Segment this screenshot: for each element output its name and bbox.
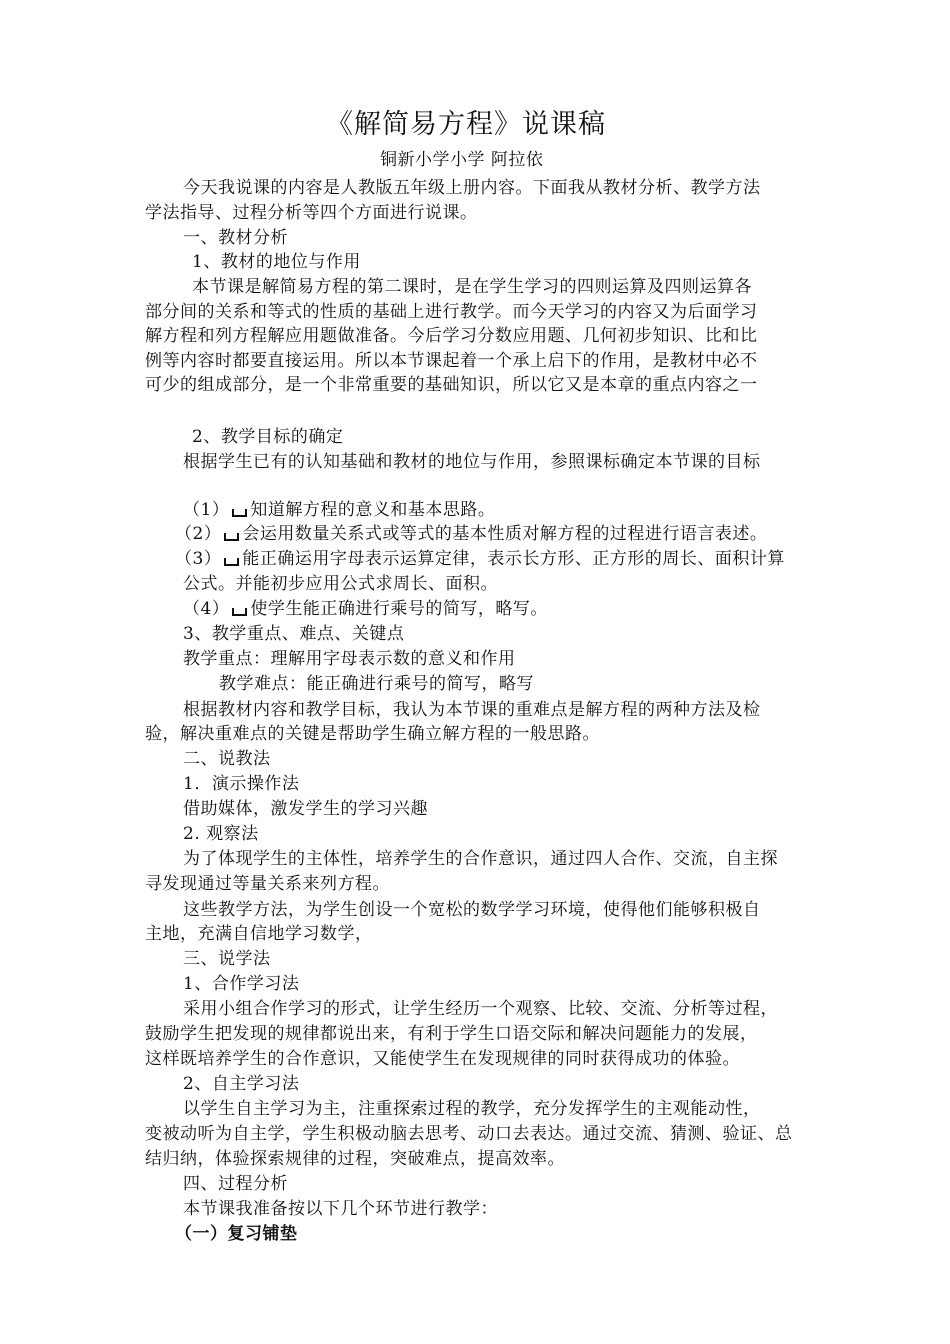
paragraph-line: 本节课是解简易方程的第二课时，是在学生学习的四则运算及四则运算各	[192, 277, 752, 297]
paragraph-line: 根据学生已有的认知基础和教材的地位与作用，参照课标确定本节课的目标	[183, 452, 761, 472]
paragraph-line: 鼓励学生把发现的规律都说出来，有利于学生口语交际和解决问题能力的发展，	[145, 1024, 758, 1044]
section-heading: 一、教材分析	[183, 228, 288, 248]
paragraph-line: 寻发现通过等量关系来列方程。	[145, 874, 390, 894]
goal-item	[175, 547, 785, 571]
paragraph-line: 例等内容时都要直接运用。所以本节课起着一个承上启下的作用，是教材中必不	[145, 351, 758, 371]
goal-item-continuation: 公式。并能初步应用公式求周长、面积。	[183, 574, 498, 594]
subsection-heading: 3、教学重点、难点、关键点	[183, 624, 405, 644]
goal-item	[183, 498, 495, 522]
hard-point: 教学难点：能正确进行乘号的简写，略写	[219, 674, 534, 694]
intro-line: 今天我说课的内容是人教版五年级上册内容。下面我从教材分析、教学方法	[183, 178, 761, 198]
paragraph-line: 主地，充满自信地学习数学，	[145, 924, 373, 944]
paragraph-line: 验，解决重难点的关键是帮助学生确立解方程的一般思路。	[145, 724, 600, 744]
paragraph-line: 以学生自主学习为主，注重探索过程的教学，充分发挥学生的主观能动性，	[183, 1099, 761, 1119]
paragraph-line: 这样既培养学生的合作意识，又能使学生在发现规律的同时获得成功的体验。	[145, 1049, 740, 1069]
section-heading: 四、过程分析	[183, 1174, 288, 1194]
placeholder-mark	[224, 558, 239, 566]
section-heading: 二、说教法	[183, 749, 271, 769]
placeholder-mark	[232, 608, 247, 616]
paragraph-line: 借助媒体，激发学生的学习兴趣	[183, 799, 428, 819]
paragraph-line: 根据教材内容和教学目标，我认为本节课的重难点是解方程的两种方法及检	[183, 700, 761, 720]
goal-item	[183, 597, 548, 621]
placeholder-mark	[224, 533, 239, 541]
section-heading: 三、说学法	[183, 949, 271, 969]
paragraph-line: 解方程和列方程解应用题做准备。今后学习分数应用题、几何初步知识、比和比	[145, 326, 758, 346]
paragraph-line: 采用小组合作学习的形式，让学生经历一个观察、比较、交流、分析等过程，	[183, 999, 778, 1019]
key-point: 教学重点：理解用字母表示数的意义和作用	[183, 649, 516, 669]
subsection-heading: 2、教学目标的确定	[192, 427, 344, 447]
paragraph-line: 本节课我准备按以下几个环节进行教学：	[183, 1199, 498, 1219]
goal-text: 知道解方程的意义和基本思路。	[250, 500, 496, 520]
paragraph-line: 为了体现学生的主体性，培养学生的合作意识，通过四人合作、交流，自主探	[183, 849, 778, 869]
goal-number: （1）	[183, 500, 230, 520]
paragraph-line: 变被动听为自主学，学生积极动脑去思考、动口去表达。通过交流、猜测、验证、总	[145, 1124, 793, 1144]
goal-number: （3）	[175, 549, 222, 569]
goal-text: 会运用数量关系式或等式的基本性质对解方程的过程进行语言表述。	[242, 524, 768, 544]
page-title: 《解简易方程》说课稿	[326, 109, 606, 140]
goal-item	[175, 522, 767, 546]
intro-line: 学法指导、过程分析等四个方面进行说课。	[145, 203, 478, 223]
goal-text: 能正确运用字母表示运算定律，表示长方形、正方形的周长、面积计算	[242, 549, 785, 569]
placeholder-mark	[232, 509, 247, 517]
paragraph-line: 这些教学方法，为学生创设一个宽松的数学学习环境，使得他们能够积极自	[183, 900, 761, 920]
goal-number: （2）	[175, 524, 222, 544]
paragraph-line: 部分间的关系和等式的性质的基础上进行教学。而今天学习的内容又为后面学习	[145, 302, 758, 322]
subsection-heading: 2、自主学习法	[183, 1074, 300, 1094]
goal-text: 使学生能正确进行乘号的简写，略写。	[250, 599, 548, 619]
subsection-heading: 2. 观察法	[183, 824, 259, 844]
goal-number: （4）	[183, 599, 230, 619]
subsection-heading: 1、教材的地位与作用	[192, 252, 361, 272]
paragraph-line: 结归纳，体验探索规律的过程，突破难点，提高效率。	[145, 1149, 565, 1169]
subsection-heading: 1．演示操作法	[183, 774, 300, 794]
subsection-heading: 1、合作学习法	[183, 974, 300, 994]
author-line: 铜新小学小学 阿拉依	[380, 150, 544, 170]
paragraph-line: 可少的组成部分，是一个非常重要的基础知识，所以它又是本章的重点内容之一	[145, 375, 758, 395]
subsection-heading: （一）复习铺垫	[175, 1224, 298, 1244]
